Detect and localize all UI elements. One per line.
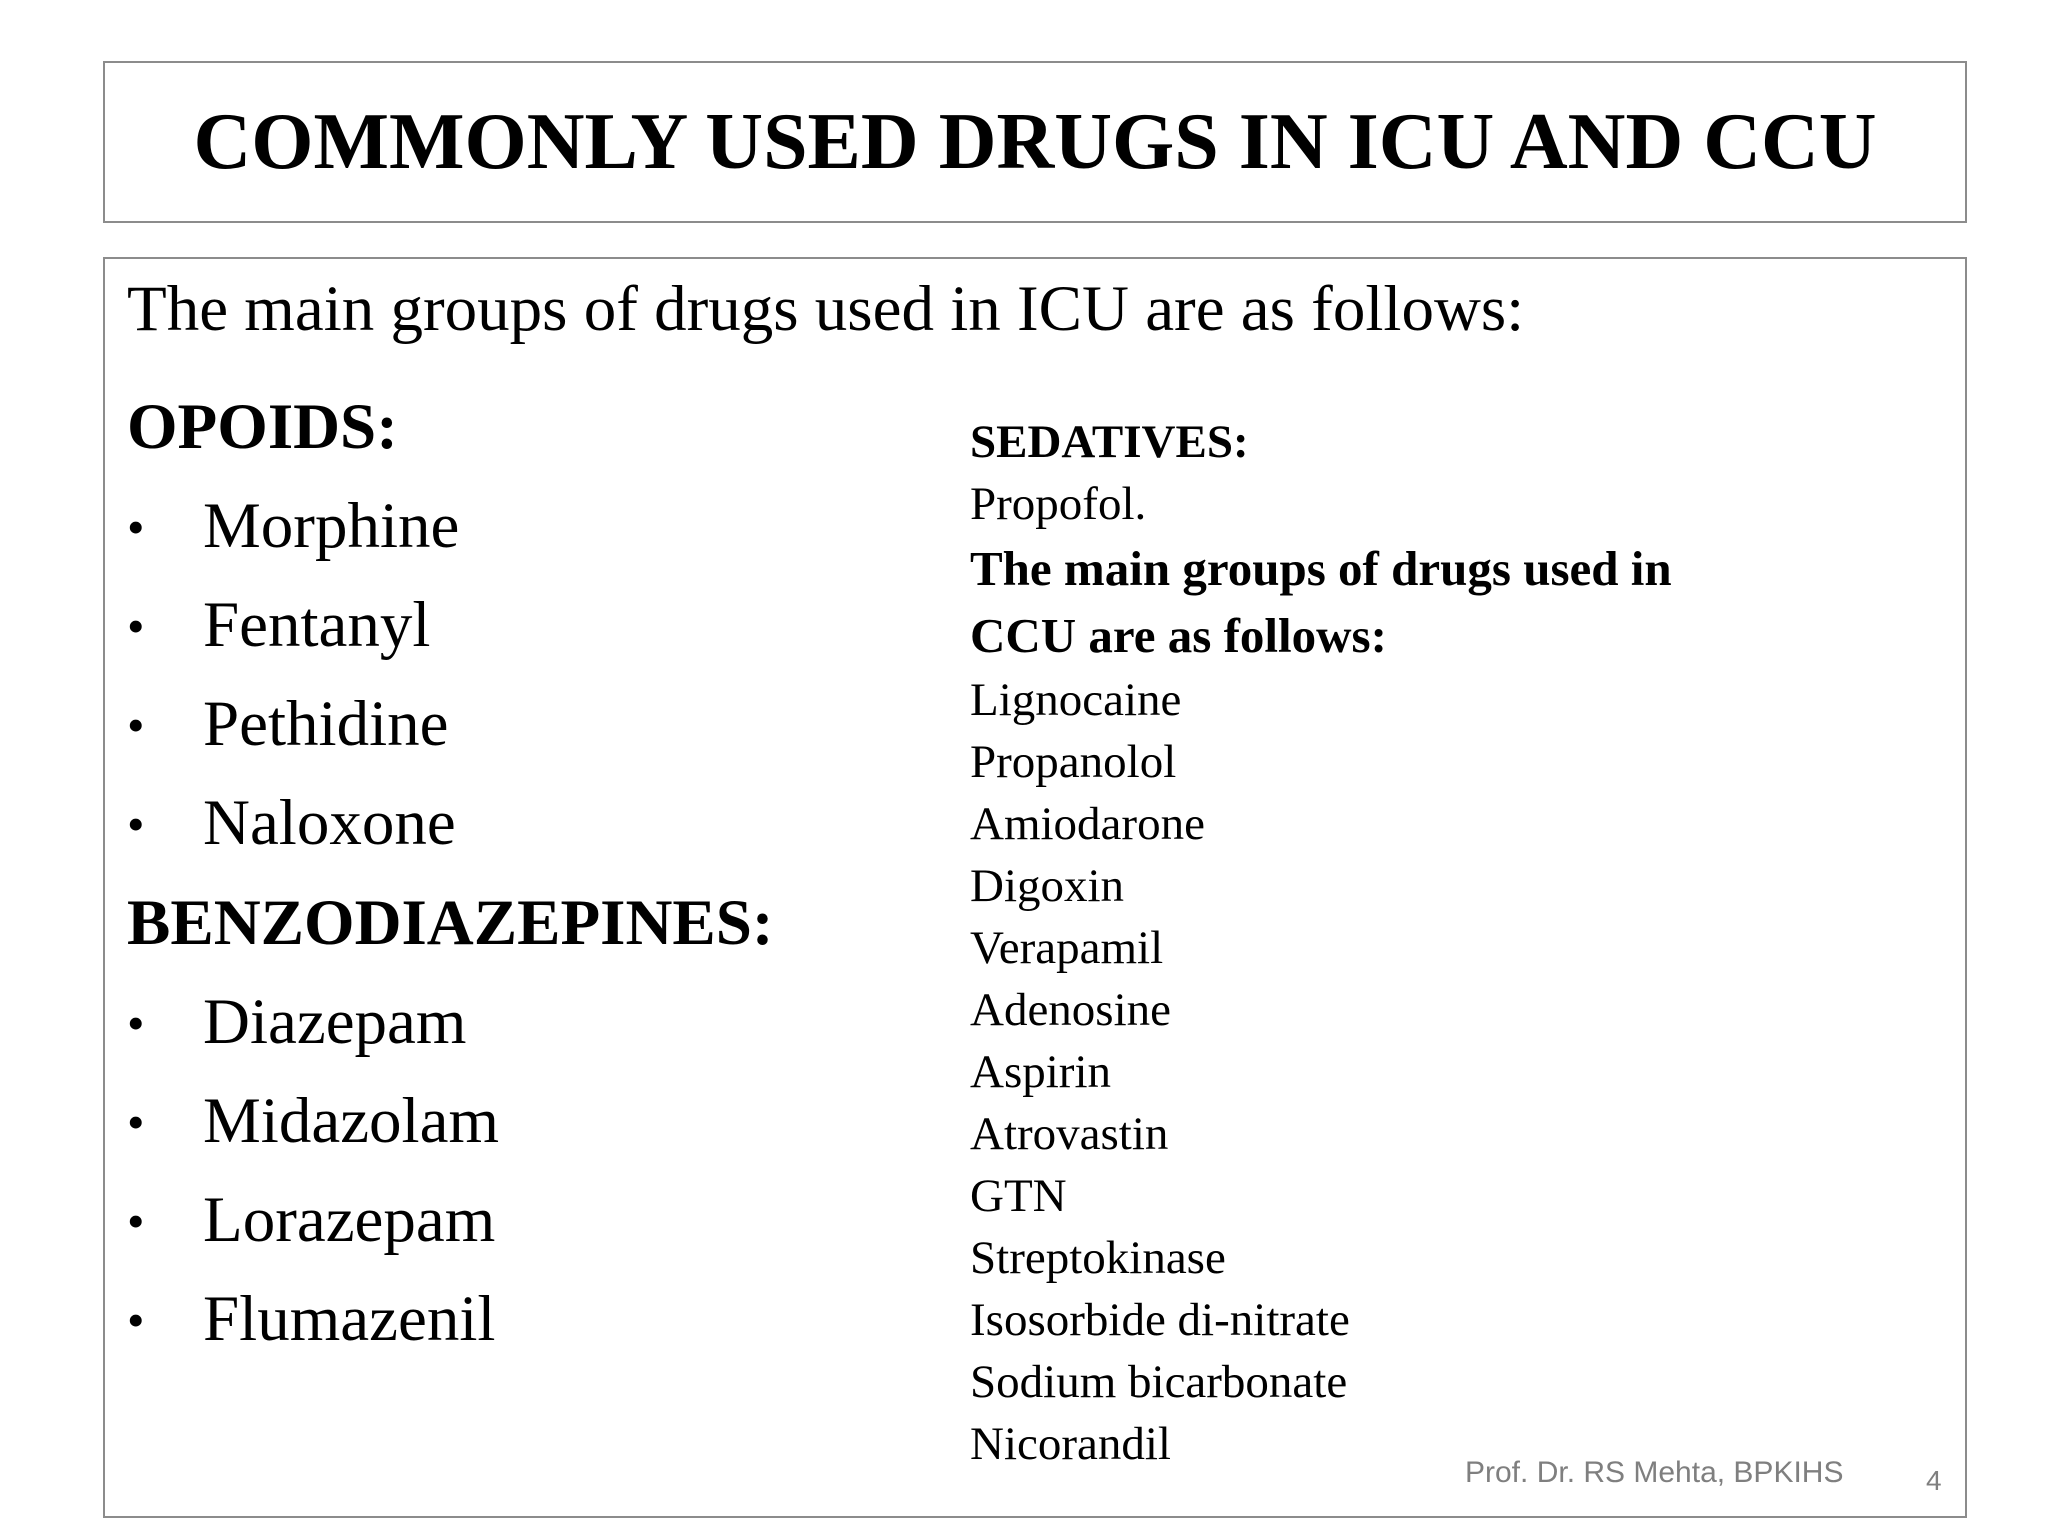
- drug-name: Lorazepam: [203, 1184, 496, 1256]
- opioids-list: [127, 477, 774, 873]
- title-box: [103, 61, 1967, 223]
- list-item: Nicorandil: [970, 1418, 1171, 1470]
- ccu-heading-line-2: CCU are as follows:: [970, 608, 1387, 663]
- bullet-icon: •: [127, 795, 145, 852]
- drug-name: Naloxone: [203, 787, 456, 859]
- drug-name: Morphine: [203, 490, 460, 562]
- list-item: Streptokinase: [970, 1232, 1226, 1284]
- list-item: Amiodarone: [970, 798, 1205, 850]
- drug-name: Midazolam: [203, 1085, 500, 1157]
- list-item: [127, 477, 774, 576]
- page-number: 4: [1926, 1465, 1942, 1496]
- list-item: Atrovastin: [970, 1108, 1169, 1160]
- content-box: [103, 257, 1967, 1518]
- bullet-icon: •: [127, 498, 145, 555]
- sedatives-item: Propofol.: [970, 478, 1147, 530]
- list-item: Digoxin: [970, 860, 1125, 912]
- list-item: Aspirin: [970, 1046, 1111, 1098]
- intro-text: The main groups of drugs used in ICU are as follows:: [127, 273, 1525, 345]
- list-item: [127, 576, 774, 675]
- list-item: [127, 1270, 774, 1369]
- benzodiazepines-list: [127, 973, 774, 1369]
- list-item: Sodium bicarbonate: [970, 1356, 1348, 1408]
- bullet-icon: •: [127, 994, 145, 1051]
- list-item: GTN: [970, 1170, 1067, 1222]
- footer-author: Prof. Dr. RS Mehta, BPKIHS: [1465, 1456, 1844, 1489]
- left-column: [127, 377, 774, 1369]
- drug-name: Diazepam: [203, 986, 467, 1058]
- ccu-heading-line-1: The main groups of drugs used in: [970, 541, 1672, 596]
- ccu-drug-list: [970, 669, 1870, 1475]
- list-item: Lignocaine: [970, 674, 1182, 726]
- drug-name: Flumazenil: [203, 1283, 496, 1355]
- list-item: Verapamil: [970, 922, 1164, 974]
- bullet-icon: •: [127, 1192, 145, 1249]
- opioids-heading: OPOIDS:: [127, 391, 398, 463]
- list-item: [127, 973, 774, 1072]
- list-item: [127, 675, 774, 774]
- drug-name: Fentanyl: [203, 589, 431, 661]
- list-item: Isosorbide di-nitrate: [970, 1294, 1350, 1346]
- benzodiazepines-heading: BENZODIAZEPINES:: [127, 887, 774, 959]
- bullet-icon: •: [127, 696, 145, 753]
- bullet-icon: •: [127, 1291, 145, 1348]
- drug-name: Pethidine: [203, 688, 449, 760]
- list-item: [127, 1072, 774, 1171]
- bullet-icon: •: [127, 1093, 145, 1150]
- list-item: [127, 1171, 774, 1270]
- slide-title: COMMONLY USED DRUGS IN ICU AND CCU: [193, 98, 1877, 186]
- list-item: Propanolol: [970, 736, 1177, 788]
- list-item: Adenosine: [970, 984, 1172, 1036]
- sedatives-heading: SEDATIVES:: [970, 416, 1249, 468]
- list-item: [127, 774, 774, 873]
- bullet-icon: •: [127, 597, 145, 654]
- right-column: [970, 411, 1870, 1475]
